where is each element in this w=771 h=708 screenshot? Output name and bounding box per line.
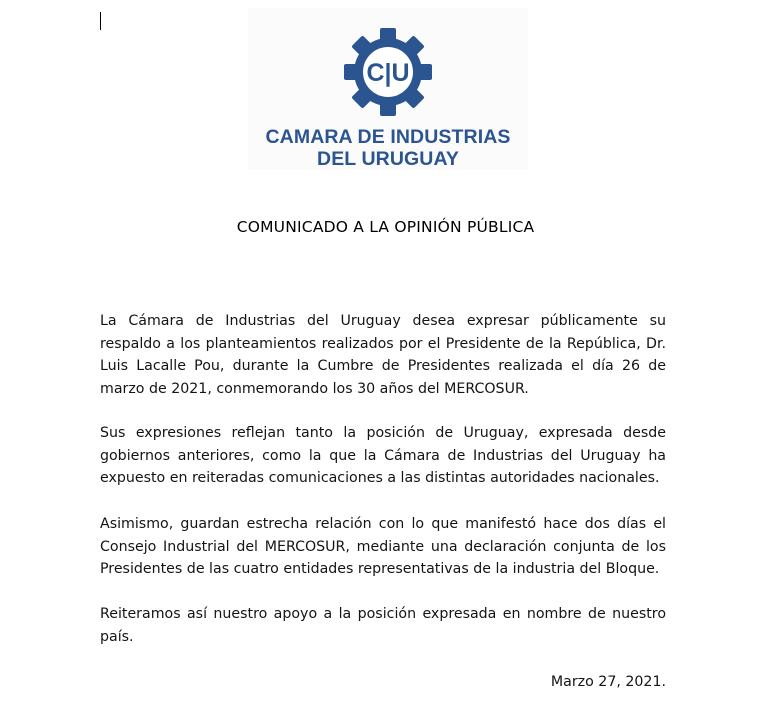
logo-line-2: DEL URUGUAY bbox=[317, 148, 459, 170]
paragraph-2: Sus expresiones reflejan tanto la posición de Uruguay, expresada desde gobiernos anteriores, como la que la Cámara de Industrias del Uruguay ha expuesto en reiteradas comunicaciones a las distintas autoridades nacionales. bbox=[100, 425, 666, 486]
logo-line-1: CAMARA DE INDUSTRIAS bbox=[265, 126, 511, 148]
text-cursor bbox=[100, 12, 101, 30]
document-title: COMUNICADO A LA OPINIÓN PÚBLICA bbox=[236, 218, 535, 236]
logo-monogram: C|U bbox=[366, 59, 410, 87]
document-date: Marzo 27, 2021. bbox=[550, 674, 666, 690]
ciu-logo bbox=[248, 8, 528, 170]
paragraph-3: Asimismo, guardan estrecha relación con lo que manifestó hace dos días el Consejo Industrial del MERCOSUR, mediante una declaración conjunta de los Presidentes de las cuatro entidades representativas de la industria del Bloque. bbox=[100, 516, 666, 577]
gear-logo-icon bbox=[344, 28, 432, 116]
paragraph-1: La Cámara de Industrias del Uruguay desea expresar públicamente su respaldo a los planteamientos realizados por el Presidente de la República, Dr. Luis Lacalle Pou, durante la Cumbre de Presidentes realizada el día 26 de marzo de 2021, conmemorando los 30 años del MERCOSUR. bbox=[100, 313, 666, 397]
paragraph-4: Reiteramos así nuestro apoyo a la posición expresada en nombre de nuestro país. bbox=[100, 606, 666, 645]
